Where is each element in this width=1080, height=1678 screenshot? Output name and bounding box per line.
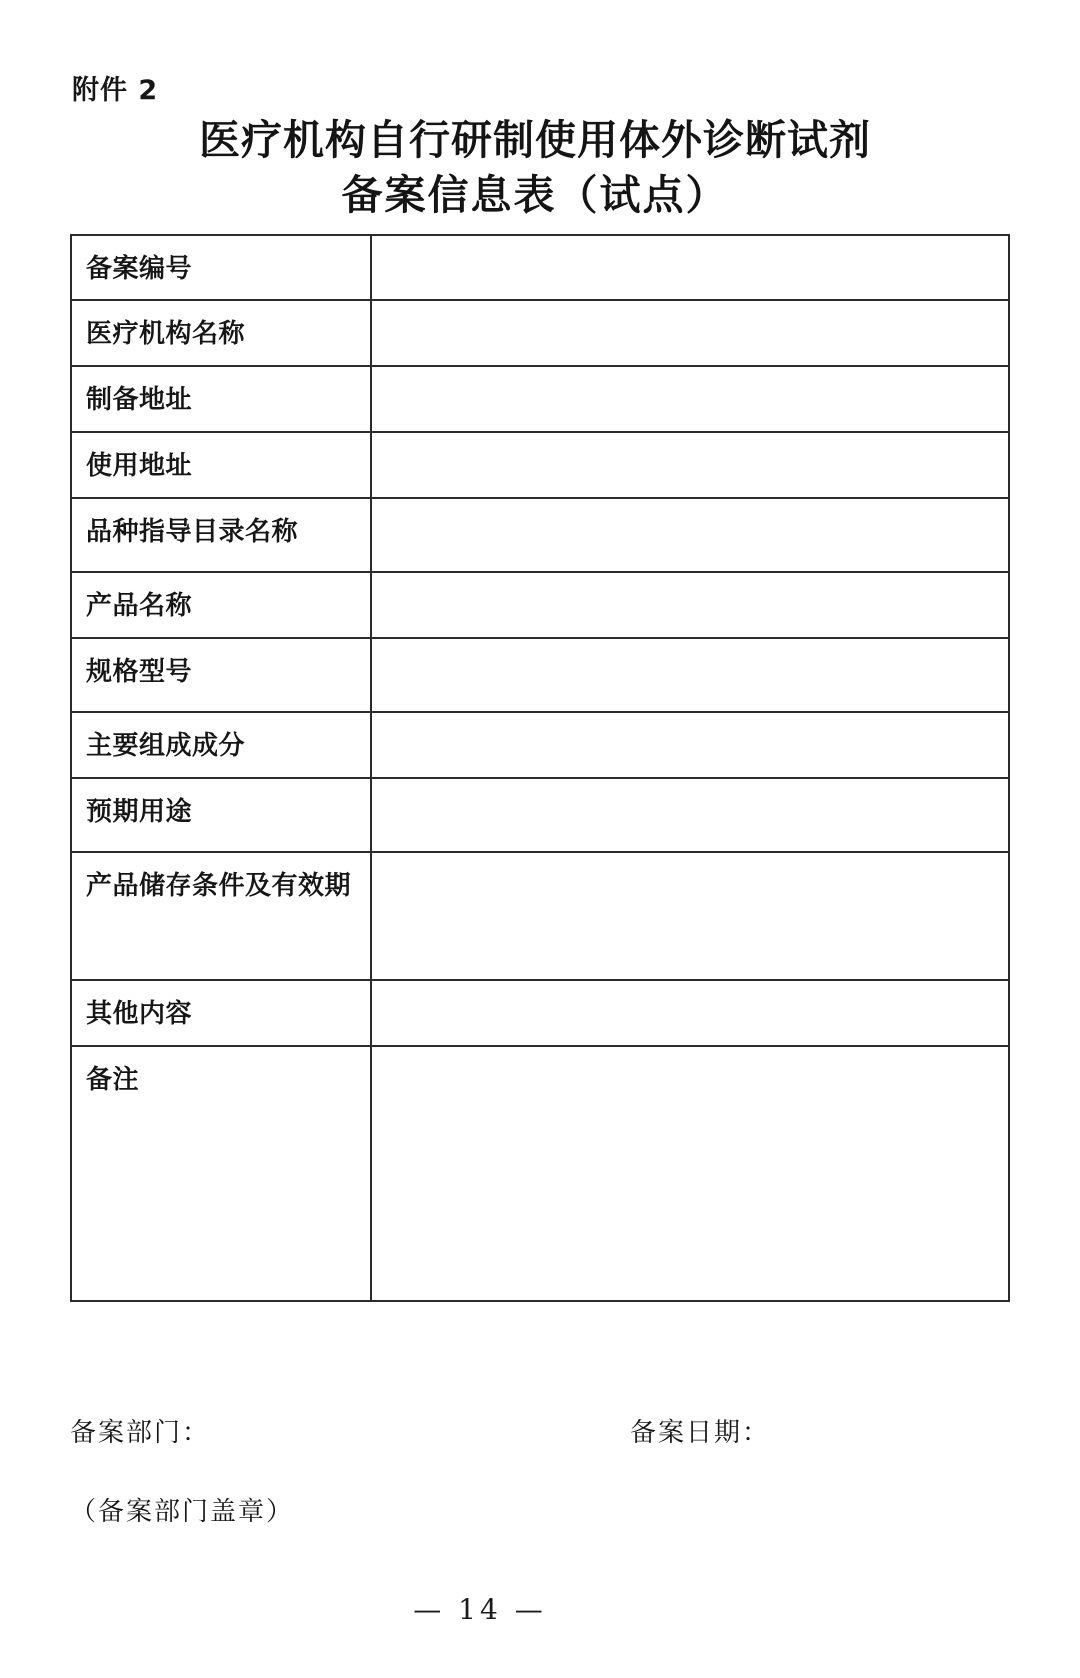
row-label-product-name: 产品名称 bbox=[71, 572, 371, 638]
row-value-institution-name[interactable] bbox=[371, 300, 1009, 366]
row-label-institution-name: 医疗机构名称 bbox=[71, 300, 371, 366]
row-value-filing-number[interactable] bbox=[371, 235, 1009, 300]
form-footer bbox=[70, 1412, 1010, 1528]
row-label-specification-model: 规格型号 bbox=[71, 638, 371, 712]
row-value-other-content[interactable] bbox=[371, 980, 1009, 1046]
table-row bbox=[71, 712, 1009, 778]
table-row bbox=[71, 778, 1009, 852]
filing-department-seal-note: （备案部门盖章） bbox=[70, 1497, 295, 1527]
table-row bbox=[71, 572, 1009, 638]
row-value-usage-address[interactable] bbox=[371, 432, 1009, 498]
row-value-main-components[interactable] bbox=[371, 712, 1009, 778]
row-label-storage-and-shelf-life: 产品储存条件及有效期 bbox=[71, 852, 371, 980]
row-value-catalog-name[interactable] bbox=[371, 498, 1009, 572]
table-row bbox=[71, 980, 1009, 1046]
table-row bbox=[71, 638, 1009, 712]
row-value-storage-and-shelf-life[interactable] bbox=[371, 852, 1009, 980]
table-row bbox=[71, 366, 1009, 432]
row-label-usage-address: 使用地址 bbox=[71, 432, 371, 498]
footer-signature-row bbox=[70, 1412, 1010, 1449]
row-value-preparation-address[interactable] bbox=[371, 366, 1009, 432]
page-title bbox=[70, 113, 1010, 224]
row-label-preparation-address: 制备地址 bbox=[71, 366, 371, 432]
row-label-remarks: 备注 bbox=[71, 1046, 371, 1301]
table-row bbox=[71, 498, 1009, 572]
filing-department-label: 备案部门： bbox=[70, 1418, 211, 1448]
page-number: — 14 — bbox=[413, 1593, 547, 1626]
page-title-line-1: 医疗机构自行研制使用体外诊断试剂 bbox=[199, 116, 871, 164]
page-title-line-2: 备案信息表（试点） bbox=[341, 171, 729, 220]
filing-date-label: 备案日期： bbox=[630, 1418, 771, 1448]
row-label-filing-number: 备案编号 bbox=[71, 235, 371, 300]
row-value-remarks[interactable] bbox=[371, 1046, 1009, 1301]
row-label-other-content: 其他内容 bbox=[71, 980, 371, 1046]
table-row bbox=[71, 300, 1009, 366]
row-value-intended-use[interactable] bbox=[371, 778, 1009, 852]
table-row bbox=[71, 852, 1009, 980]
table-row bbox=[71, 1046, 1009, 1301]
row-value-specification-model[interactable] bbox=[371, 638, 1009, 712]
table-row bbox=[71, 432, 1009, 498]
row-label-main-components: 主要组成成分 bbox=[71, 712, 371, 778]
row-label-intended-use: 预期用途 bbox=[71, 778, 371, 852]
filing-information-table bbox=[70, 234, 1010, 1302]
attachment-label: 附件 2 bbox=[72, 75, 159, 106]
row-label-catalog-name: 品种指导目录名称 bbox=[71, 498, 371, 572]
table-row bbox=[71, 235, 1009, 300]
row-value-product-name[interactable] bbox=[371, 572, 1009, 638]
